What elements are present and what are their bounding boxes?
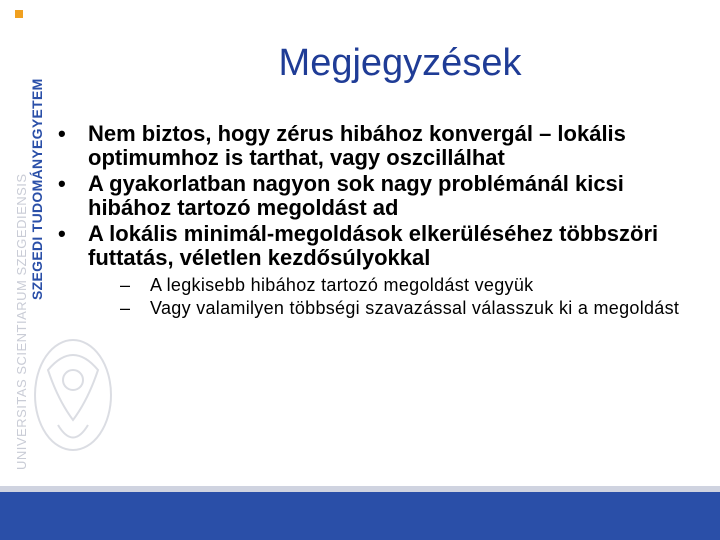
bullet-list: [58, 122, 708, 319]
bullet-marker: •: [58, 221, 66, 246]
university-name-latin: UNIVERSITAS SCIENTIARUM SZEGEDIENSIS: [14, 173, 29, 470]
bullet-item: [58, 222, 708, 319]
slide-title: Megjegyzések: [278, 42, 522, 84]
bullet-text: A gyakorlatban nagyon sok nagy problémánál kicsi hibához tartozó megoldást ad: [88, 171, 624, 220]
subbullet-marker: –: [120, 298, 131, 318]
logo-square-icon: [15, 10, 23, 18]
bullet-marker: •: [58, 171, 66, 196]
subbullet-marker: –: [120, 275, 131, 295]
footer-band: [0, 492, 720, 540]
bullet-text: Nem biztos, hogy zérus hibához konvergál – lokális optimumhoz is tarthat, vagy oszcillálhat: [88, 121, 626, 170]
bullet-text: A lokális minimál-megoldások elkerüléséhez többszöri futtatás, véletlen kezdősúlyokkal: [88, 221, 659, 270]
subbullet-item: [120, 298, 708, 319]
subbullet-list: [88, 275, 708, 319]
bullet-item: [58, 172, 708, 219]
university-name-bold: SZEGEDI TUDOMÁNYEGYETEM: [29, 78, 45, 300]
bullet-marker: •: [58, 121, 66, 146]
subbullet-text: A legkisebb hibához tartozó megoldást vegyük: [150, 275, 534, 295]
university-seal-icon: [28, 330, 118, 460]
bullet-item: [58, 122, 708, 169]
subbullet-item: [120, 275, 708, 296]
slide-content: [58, 122, 708, 322]
subbullet-text: Vagy valamilyen többségi szavazással válasszuk ki a megoldást: [150, 298, 680, 318]
